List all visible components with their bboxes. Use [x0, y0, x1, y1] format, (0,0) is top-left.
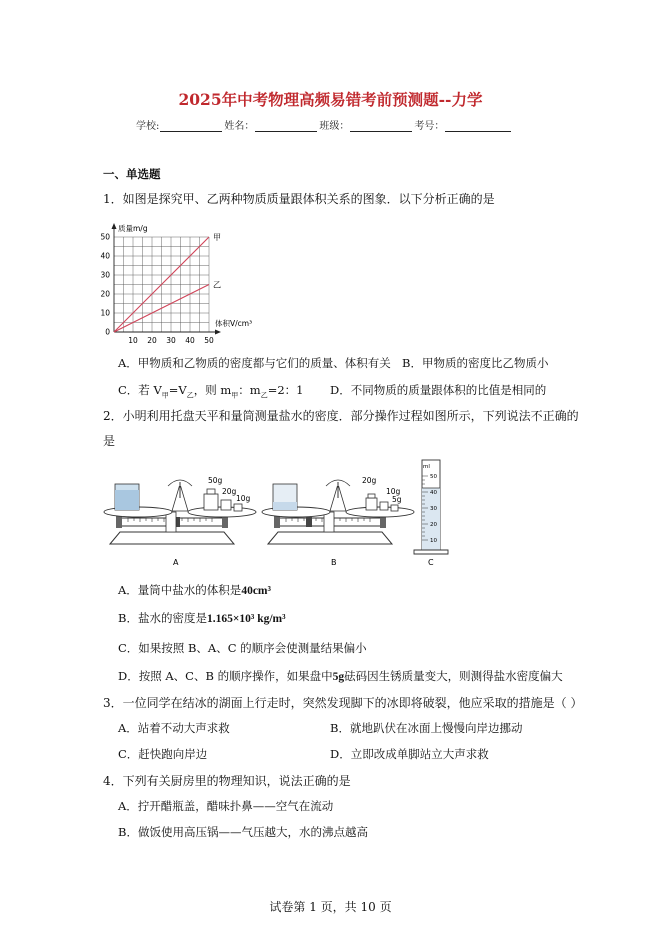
- q2-option-d[interactable]: [118, 668, 563, 684]
- q2-a-value: 40cm³: [241, 585, 271, 597]
- weight-a-20g: 20g: [222, 487, 237, 496]
- q1-option-d[interactable]: D．不同物质的质量跟体积的比值是相同的: [330, 383, 547, 397]
- q1-option-c[interactable]: [118, 382, 303, 400]
- cylinder-unit: ml: [423, 464, 430, 470]
- q1-c-text-5: =2：1: [267, 383, 304, 397]
- cylinder-tick-10: 10: [430, 538, 437, 544]
- school-label: 学校:: [136, 121, 160, 132]
- school-field[interactable]: [136, 117, 222, 132]
- q2-b-value: 1.165×10³ kg/m³: [206, 613, 286, 625]
- page-footer: 试卷第 1 页，共 10 页: [269, 900, 392, 914]
- exam-no-blank[interactable]: [445, 121, 511, 132]
- exam-no-label: 考号：: [414, 121, 445, 132]
- q2-stem-line2: 是: [103, 434, 116, 448]
- q2-option-a[interactable]: [118, 582, 271, 598]
- x-axis-arrow: [215, 330, 221, 335]
- q1-c-sub-1: 甲: [161, 391, 169, 400]
- q2-d-value: 5g: [332, 671, 345, 683]
- cylinder-tick-30: 30: [430, 506, 437, 512]
- y-axis-arrow: [112, 223, 117, 229]
- y-tick-label: 20: [100, 289, 110, 299]
- q1-c-sub-2: 乙: [186, 391, 194, 400]
- x-tick-label: 40: [185, 336, 195, 345]
- figure-label-b: B: [331, 558, 337, 567]
- weight-a-50g: 50g: [208, 476, 223, 485]
- q1-c-text-1: C．若 V: [118, 383, 162, 397]
- exam-no-field[interactable]: [414, 117, 511, 132]
- y-tick-label: 0: [105, 327, 110, 337]
- cylinder-tick-50: 50: [430, 474, 437, 480]
- balance-cylinder-figure: [98, 454, 460, 572]
- balance-a: [104, 476, 256, 544]
- q2-stem-line1: 2．小明利用托盘天平和量筒测量盐水的密度．部分操作过程如图所示，下列说法不正确的: [103, 409, 579, 423]
- y-tick-label: 10: [100, 308, 110, 318]
- weight-b-10g: 10g: [386, 487, 401, 496]
- series-label-jia: 甲: [213, 233, 221, 242]
- x-axis-label: 体积V/cm³: [215, 319, 253, 328]
- q1-stem: 1．如图是探究甲、乙两种物质质量跟体积关系的图象．以下分析正确的是: [103, 192, 495, 206]
- q4-stem: 4．下列有关厨房里的物理知识，说法正确的是: [103, 774, 351, 788]
- y-tick-label: 50: [100, 232, 110, 242]
- q1-c-text-3: ，则 m: [193, 383, 232, 397]
- x-tick-label: 50: [204, 336, 214, 345]
- q2-d-text-2: 砝码因生锈质量变大，则测得盐水密度偏大: [344, 669, 563, 683]
- q1-option-b[interactable]: B．甲物质的密度比乙物质小: [402, 356, 549, 370]
- y-tick-label: 40: [100, 251, 110, 261]
- school-blank[interactable]: [160, 121, 222, 132]
- q1-c-text-4: ：m: [238, 383, 261, 397]
- mass-volume-chart: [96, 212, 266, 348]
- q3-option-c[interactable]: C．赶快跑向岸边: [118, 747, 208, 761]
- weight-b-5g: 5g: [392, 495, 402, 504]
- name-blank[interactable]: [255, 121, 317, 132]
- class-field[interactable]: [319, 117, 412, 132]
- x-tick-label: 30: [166, 336, 176, 345]
- chart-labels: [100, 223, 252, 345]
- y-tick-label: 30: [100, 270, 110, 280]
- name-label: 姓名：: [224, 121, 255, 132]
- q2-option-c[interactable]: C．如果按照 B、A、C 的顺序会使测量结果偏小: [118, 641, 367, 655]
- balance-b: [262, 476, 414, 544]
- q2-option-b[interactable]: [118, 610, 286, 626]
- q3-option-b[interactable]: B．就地趴伏在冰面上慢慢向岸边挪动: [330, 721, 523, 735]
- weight-a-10g: 10g: [236, 494, 251, 503]
- x-tick-label: 20: [147, 336, 157, 345]
- name-field[interactable]: [224, 117, 317, 132]
- q4-option-a[interactable]: A．拧开醋瓶盖，醋味扑鼻——空气在流动: [118, 799, 334, 813]
- cylinder-tick-20: 20: [430, 522, 437, 528]
- section-title: 一、单选题: [103, 167, 161, 181]
- q1-option-a[interactable]: A．甲物质和乙物质的密度都与它们的质量、体积有关: [118, 356, 391, 370]
- q1-c-sub-3: 甲: [231, 391, 239, 400]
- q1-c-sub-4: 乙: [260, 391, 268, 400]
- q3-option-d[interactable]: D．立即改成单脚站立大声求救: [330, 747, 489, 761]
- q3-option-a[interactable]: A．站着不动大声求救: [118, 721, 230, 735]
- q4-option-b[interactable]: B．做饭使用高压锅——气压越大，水的沸点越高: [118, 825, 368, 839]
- page-title: 2025年中考物理高频易错考前预测题--力学: [178, 90, 483, 109]
- student-info-line: [136, 117, 513, 132]
- figure-label-c: C: [428, 558, 434, 567]
- y-axis-label: 质量m/g: [118, 224, 148, 233]
- weight-b-20g: 20g: [362, 476, 377, 485]
- q1-c-text-2: =V: [168, 383, 187, 397]
- x-tick-label: 10: [128, 336, 138, 345]
- class-blank[interactable]: [350, 121, 412, 132]
- series-label-yi: 乙: [213, 280, 221, 290]
- cylinder-tick-40: 40: [430, 490, 437, 496]
- figure-label-a: A: [173, 558, 179, 567]
- q2-a-text: A．量筒中盐水的体积是: [118, 583, 242, 597]
- q3-stem: 3．一位同学在结冰的湖面上行走时，突然发现脚下的冰即将破裂，他应采取的措施是（ ）: [103, 696, 583, 710]
- class-label: 班级：: [319, 121, 350, 132]
- q2-b-text: B．盐水的密度是: [118, 611, 207, 625]
- graduated-cylinder: [414, 460, 448, 554]
- q2-d-text-1: D．按照 A、C、B 的顺序操作，如果盘中: [118, 669, 333, 683]
